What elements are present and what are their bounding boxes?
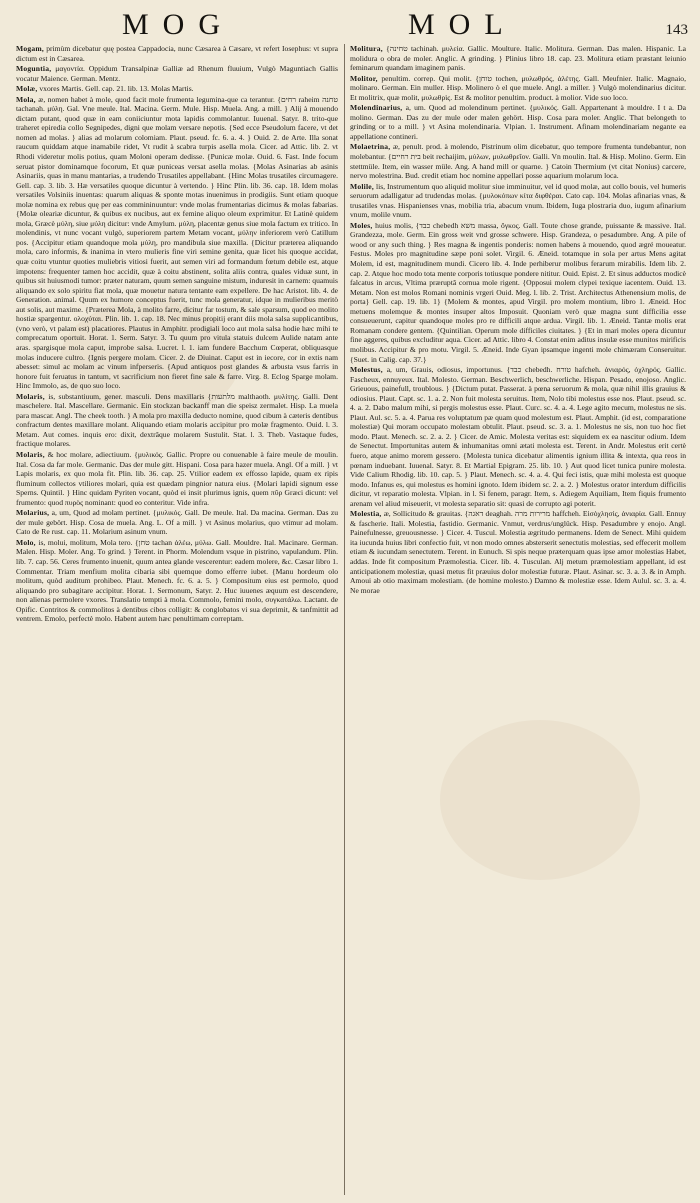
dictionary-entry <box>350 509 686 595</box>
entry-definition: a, um. Quod ad molendinum pertinet. {μυλικός. Gall. Appartenant à mouldre. I t a. Da molino. German. Das zu der mule oder malen gehört. Hisp. Cosa para moler. Anglic. That belongeth to grinding or to a mill. } vt Asina molendinaria. Vlpian. 1. Instrument. Afinam molendinariam negante ea appellatione contineri. <box>350 103 686 141</box>
dictionary-entry <box>16 508 338 537</box>
dictionary-entry <box>350 221 686 364</box>
running-head-left: MOG <box>122 8 235 41</box>
entry-definition: æ, Sollicitudo & grauitas. {דאגה deaghah. מרירות מרה haffcheh. Eἰσὁχλησίς, ἀνιαρία. Gall. Ennuy & fascherie. Itali. Molestia, fastidio. Germanic. Vnmut, verdrus/unglück. Hisp. Pesadumbre y enojo. Angl. Painefulnesse, greuousnesse. } Cicer. 4. Tuscul. Molestia ægritudo permanens. Idem de Senect. Mihi quidem ita iucunda huius libri confectio fuit, vt non modo omnes absterserit senectutis molestias, sed effecerit mollem etiam & iucundam senectutem. Terent. in Eunuch. Si spis neque præterquam quas ipse amor molestias Habet, addas. Inde fit compositum Præmolestia. Cicer. lib. 4. Tusculan. Alj metum præmolestiam appellant, id est anticipationem molestiæ, quasi metus fit præuius dolor molestiæ futuræ. Plaut. Asinar. sc. 3. a. 3. & in Amph. Amoui ab otio maximam molestiam. (de homine molesto.) Damno & molestiæ esse. Idem Aulul. sc. 3. a. 4. Ne morae <box>350 509 686 595</box>
entry-headword: Molestia, <box>350 509 382 519</box>
entry-headword: Molitor, <box>350 73 378 83</box>
dictionary-entry <box>350 44 686 73</box>
entry-definition: primùm dicebatur quę postea Cappadocia, nunc Cæsarea à Cæsare, vt refert Iosephus: vt supra dictum est in Cæsarea. <box>16 44 338 63</box>
entry-definition: is, molui, molitum, Mola tero. {טחן tachan ἀλέω, μύλω. Gall. Mouldre. Ital. Macinare. German. Malen. Hisp. Moler. Ang. To grind. } Terent. in Phorm. Molendum vsque in pistrino, vapulandum. Plin. lib. 7. cap. 56. Ceres frumento inuenit, quum antea glande vescerentur: eadem molere, &c. Cæsar libro 1. Commentar. Triam menfium molita cibaria sibi quemque domo efferre iubet. {Manu hordeum olo molitum, quòd auditum prohibeo. Plaut. Menech. fc. 6. a. 5. } Compositum eius est permolo, quod aliquando pro subagitare accipitur. Horat. 1. Sermonum, Satyr. 2. Huc iuuenes æquum est descendere, non alienas permolere vxores. Translatio tempti à mola. Commolo, femini molo, συγκατάλω. Lactant. de Opific. Contritos & commolitos à dentibus cibos colligit: & conglobatos vi sua deprimit, & tanfmittit ad ventrem. Emolo, perfectè molo. Habent autem hæc penultimam correptam. <box>16 537 338 624</box>
entry-definition: penultim. correp. Qui molit. {טוחן tochen, μυλωθρός, ἀλέτης. Gall. Meufnier. Italic. Magnaio, molinaro. German. Ein muller. Hisp. Molinero ò el que muele. Angl. a miller. } Vulgò molendinarius dicitur. Et molitrix, quæ molit, μυλωθρὶς. Est & molitor penultim. product. à molior. Vide suo loco. <box>350 73 686 102</box>
running-head <box>0 8 700 42</box>
dictionary-entry <box>350 142 686 180</box>
running-head-right: MOL <box>408 8 517 41</box>
dictionary-entry <box>350 365 686 508</box>
entry-definition: & hoc molare, adiectiuum. {μυλικός. Gallic. Propre ou conuenable à faire meule de moulin. Ital. Cosa da far mole. Germanic. Das der mule gitt. Hispani. Cosa para hazer muela. Angl. Of a mill. } vt Lapis molaris, ex quo mola fit. Plin. lib. 36. cap. 25. Vtilior eadem ex effosso lapide, quam ex ripis fluminum collectos vtiliores molari, quia est quædam pingnior natura eius. {Molari lapidi signum esse Sperns. Quintil. } Hinc quidam Pyriten vocant, quòd ei insit plurimus ignis, quem πῦρ Græci dicunt: vel frumento: quod πυρὸς nominant: quod eo conteritur. Vide infra. <box>16 449 338 507</box>
entry-definition: {טחינה tachinah. μυλεία. Gallic. Moulture. Italic. Molitura. German. Das malen. Hispanic. La molidura o obra de moler. Anglic. A grinding. } Plinius libro 18. cap. 23. Molitura etiam præstant leiunio feminarum quandam imaginem panis. <box>350 44 686 73</box>
entry-definition: a, um, Quod ad molam pertinet. {μυλικός. Gall. De meule. Ital. Da macina. German. Das zu der mule gebört. Hisp. Cosa de muela. Ang. L. Of a mill. } vt Asinus molarius, quo vtimur ad molam. Cato de Re rust. cap. 11. Molarium asinum vnum. <box>16 508 338 537</box>
entry-headword: Molaris, <box>16 449 45 459</box>
dictionary-entry <box>16 95 338 391</box>
dictionary-entry <box>350 74 686 103</box>
right-column <box>350 44 686 1197</box>
entry-definition: μαγοντία. Oppidum Transalpinæ Galliæ ad Rhenum fluuium, Vulgò Maguntiach Gallis vocatur Maience. German. Mentz. <box>16 64 338 83</box>
entry-definition: huius molis, {כבד chebedh משא massa, ὄγκος. Gall. Toute chose grande, puissante & massive. Ital. Grandezza, mole. Germ. Ein gross weit vnd grosse schwere. Hisp. Grandeza, o pesadumbre. Ang. A pile of wood or any such thing. } Res magna & ingentis ponderis: nomen habens à mouendo, quod ægré moueatur. Festus. Moles pro magnitudine sæpe poni solet. Virgil. 6. Æneid. totamque in sola per artus Mens agitat Molem, id est, magnitudinem mundi. Cicero lib. 4. Inde perhiberur molibus ferarum mirabilis. Idem lib. 2. cap. 2. Atque hoc modo tota mente corporis totiusque pondere nititur. Ouid. Epist. 2. Et sinus adductos modicè falcatus in arcus, Vltima præruptâ cornua mole rigent. {Opposui molem clypei texique iacentem. Ouid. 13. Metam. Non est molos Romani nominis vrgeri Ouid. Meg. l. lib. 2. Trist. Architectus Athenensium molis, de porta} Gell. cap. 19. lib. 1} {Molem & montes, apud Virgil. pro molem montium, libro 1. Æneid. Hoc metuens molemque & montes insuper altos Imposuit. Quoniam verò quæ magna sunt difficilia esse consueuerunt, capitur quandoque moles pro re difficili atque ardua. Virgil. lib. 1. Æneid. Tantæ molis erat Romanam condere gentem. {Quintilian. Operum mole difficiles ciuitates. } {Et in mari moles opera dicuntur fine aggeres, quibus excluditur aqua. Cicer. ad Attic. libro 4. Constat enim aditus insulæ esse munitos mirificis molibus. Accipitur & pro motu. Virgil. 5. Æneid. Inde Gyan ipsamque ingenti mole chimæram Conseruitur. {Suet. in Calig. cap. 37.} <box>350 220 686 364</box>
dictionary-entry <box>16 538 338 624</box>
entry-headword: Mola, <box>16 94 36 104</box>
entry-headword: Molo, <box>16 537 36 547</box>
entry-definition: æ, nomen habet à mole, quod facit mole frumenta legumina-que ca terantur. {רחים raheim טחנה tachanah. μύλη. Gal. Vne meule. Ital. Macina. Germ. Mule. Hisp. Muela. Ang. a mill. } Alij à mouendo dictam putant, quod quæ in eam coniiciuntur mota lapidis commolantur. Iuuenal. Satyr. 8. trito-que traheret epiredia collo Segnipedes, digni que molam versare nepotis. {Sed ecce Pseudolum facere, vt det nomen ad molas. } alias ad molarum colomiam. Plaut. pseud. fc. 6. a. 4. } Ouid. 2. de Arte. Illa sonat raucum quiddam atque inamabile ridet, Vt rudit à scabra turpis asella mola. Cicer. ad Attic. lib. 2. vt Rhodi videretur molis potius, quam Moloni operam dedisse. {Punicæ molæ. Ouid. 6. Fast. Inde focum seruat pistor dominamque focorum, Et quæ puniceas versat asella molas. {Molas Asinarias ab asinis Asinariis, quas in manu mantarias, a trudendo Trusatiles appellabant. {Hinc Molas trusatiles circumagere. Gell. cap. 3. lib. 3. Hæ versatiles quoque dicuntur à vertendo. } Hinc Plin. lib. 36. cap. 18. Idem molas versatiles Volsiniis inuentas: quarum aliquas & sponte motas inuenimus in prodigiis. Sunt etiam quoque molæ nomina ex rebus quę per eas commininuuntur: vnde molas frumentarias dicimus & molas fabarias. {Molæ oleariæ dicuntur, & quibus ex nucibus, aut ex femine aliquo oleum exprimitur. Et Latinè quidem mola, Græcè μύλη, siue μύλη dicitur: vnde Amylum. μύλη, placentæ genus siue mola factum ex tritico. In molendinis, vt nunc vocant vulgò, superiorem partem Metam vocant, μύλην inferiorem verò Catillum pos. {Accipitur etiam quandoque mola μύλη, pro mandibula siue maxilla. {Dicitur præterea aliquando mola, caro informis, & inanima in vtero mulieris fine viri semine genita, quæ licet his quoque accidat, quæ coitu vtuntur quoties muliebris vitiosi fuerit, aut semen viri ad formandum fœtum debile est, atque impotens: frequenter tamen hoc accidit, quæ à coitu abstinent, solita aliis contra, quales viduæ sunt, in quibus sit huiusmodi tumor: præter naturam, quum semen sanguine mistum, induresit in carnem: quamuis aliquando ex solo spiritu fiat mola, quæ mouetur natura tentante eam expellere. De hac Aristot. lib. 4. de Generation. animal. Quum ex humore conceptus fuerit, tunc mola generatur, idque in mulieribus meritò aut solis, aut maxime. {Præterea Mola, à molito farre, dicitur far tostum, & sale sparsum, quod eo molito hostiæ spargentur. ολοχύται. Plin. lib. 1. cap. 18. Nec minus propitij erant diis mola salsa supplicantibus, (vno verò, vt palam est) placatiores. Plautus in Amphitr. prodigiali loco aut mola salsa hodie hæc mihi te comprecatum oportuit. Horat. 1. Serm. Satyr. 3. Tu quum pro vitula statuis dulcem Aulide natam ante aras. spargisque mola caput, improbe salsa. Lucret. l. 1. iam fundere Bacchum Cœperat, obliquasque molas inducere cultro. {Ignis pergere molam. Cicer. 2. de Diuinat. Caput est in iecore, cor in extis nam abesset: simul ac molam ac vinum infperseris. {Apud antiquos post glandes & arbusta vsus farris in honore fuit feruatus in tantum, vt sacrificium non fieret fine sale & farre. Virg. 8. Eclog Sparge molam. Hinc Immolo, as, de quo suo loco. <box>16 94 338 391</box>
entry-headword: Molitura, <box>350 44 383 53</box>
entry-headword: Moles, <box>350 220 373 230</box>
dictionary-entry <box>16 84 338 94</box>
dictionary-entry <box>16 64 338 83</box>
column-rule <box>344 44 345 1195</box>
entry-definition: æ, penult. prod. à molendo, Pistrinum olim dicebatur, quo tempore frumenta tundebantur, non molebantur. {בית רחיים beit rechaijim, μύλων, μυλωθρεῖον. Galli. Vn moulin. Ital. & Hisp. Molino. Germ. Ein stettmüle. Item, ein wasser müle. Ang. A hand mill or quarne. } Catoin Thermium (vt citat Nonius) carcere, nervo molestrina. Bud. credit etiam hoc nomine appellari posse aquarium molarum loca. <box>350 142 686 181</box>
entry-definition: vxores Martis. Gell. cap. 21. lib. 13. Molas Martis. <box>39 84 194 94</box>
entry-definition: a, um, Grauis, odiosus, importunus. {כבד chebedh. טורח hafcheh. ἀνιαρός, ὀχληρός. Gallic. Fascheux, ennuyeux. Ital. Molesto. German. Beschwerlich, beschwerliche. Hispan. Pesado, enojoso. Anglic. Grieuous, painefull, troublous. } {Dictum putat. Passerat. à pœna seruorum & mola, quæ nihil illis grauius & odiosius. Plaut. Capt. sc. 1. a. 2. Non fuit molesta seruitus. Item, Nolo tibi molestus esse nos. Plaut. pseud. sc. 4. a. 2. Dabo malum mihi, si pergis molestus esse. Plaut. Curc. sc. 4. a. 4. Lege agito mecum, molestus ne sis. Plaut. Aul. sc. 5. a. 4. Parua res voluptatum pæ quam quod molestum est. Plaut. Amphit. (id est, comparatione molestiæ) Qui moram occupato molestam obtulit. Plaut. pseud. sc. 3. a. 1. Molestus ne sis, non tuo hoc fiet modo. Plaut. Menech. sc. 2. a. 2. } Cicer. de Amic. Molesta veritas est: siquidem ex ea nascitur odium. Idem de Senectut. Importunitas autem & inhumanitas omni ætati molesta est. Terent. in Andr. Molestus erit certè fuero, atque animo morem gessero. {Molesta tunica dicebatur alimentis ignium illita & intexta, qua reos in pœnam induebant. Iuuenal. Satyr. 8. Et Martial Epigram. 25. lib. 10. } Aut quod licet tunica punire molesta. Vide Calium Rhodig. lib. 10. cap. 5. } Plaut. Menech. sc. 4. a. 4. Qui feci istis, quæ mihi molesta est quoque modo. Infanus es, qui molestus es homini ignoto. Idem ibidem sc. 2. a. 2. } Molestus orator interdum difficilis dicitur, vt reparatio molesta. Vlpian. in l. Si fenem, paragr. Item, s. Adiegem Aquiliam, Item fiquis frumento arenam vel aliud miseuerit, vt molesta separatio sit: quasi de corrupto agi poterit. <box>350 365 686 508</box>
dictionary-entry <box>16 44 338 63</box>
dictionary-entry <box>350 103 686 141</box>
entry-headword: Molile, <box>350 181 374 191</box>
left-column <box>16 44 338 1197</box>
page-number: 143 <box>665 22 688 38</box>
entry-headword: Molaris, <box>16 391 45 401</box>
dictionary-entry <box>350 182 686 220</box>
dictionary-entry <box>16 392 338 449</box>
entry-headword: Molaetrina, <box>350 142 391 152</box>
entry-headword: Molendinarius, <box>350 103 403 113</box>
entry-headword: Molarius, <box>16 508 50 518</box>
entry-headword: Moguntia, <box>16 64 52 74</box>
entry-headword: Molestus, <box>350 365 383 375</box>
entry-definition: is, substantiuum, gener. masculi. Dens maxillaris {מלתעות malthaoth. μυλίτης. Galli. Dent maschelere. Ital. Mascellare. Germanic. Ein stockzan backanff man die speisz zermalet. Hisp. La muela para mascar. Angl. The cheek tooth. } A mola pro maxilla deducto nomine, quod cibum à cæteris dentibus confractum dentes maxillare molant. Aliquando etiam molaris accipitur pro molæ fragmento. Ouid. l. 3. Metam. Aut comes. inquis ero: dixit, dextrâque molarem Sustulit. Stat. l. 3. Theb. Vastaque fudes, fractique molares. <box>16 391 338 449</box>
entry-definition: lis, Instrumentum quo aliquid molitur siue imminuitur, vel id quod molæ, aut collo bouis, vel humeris seruorum adalligatur ad trudendas molas. {μυλοκόπων κίτα διφθέραι. Cato cap. 104. Molas afinarias vnas, & trusatiles vnas. Hispanienses vnas, mobilia tria, abacum vnum. Ibidem, Iuga plostraria duo, iugum afinarium vnum, molile vnum. <box>350 181 686 220</box>
entry-headword: Molæ, <box>16 84 38 94</box>
entry-headword: Mogam, <box>16 44 44 53</box>
dictionary-entry <box>16 450 338 507</box>
